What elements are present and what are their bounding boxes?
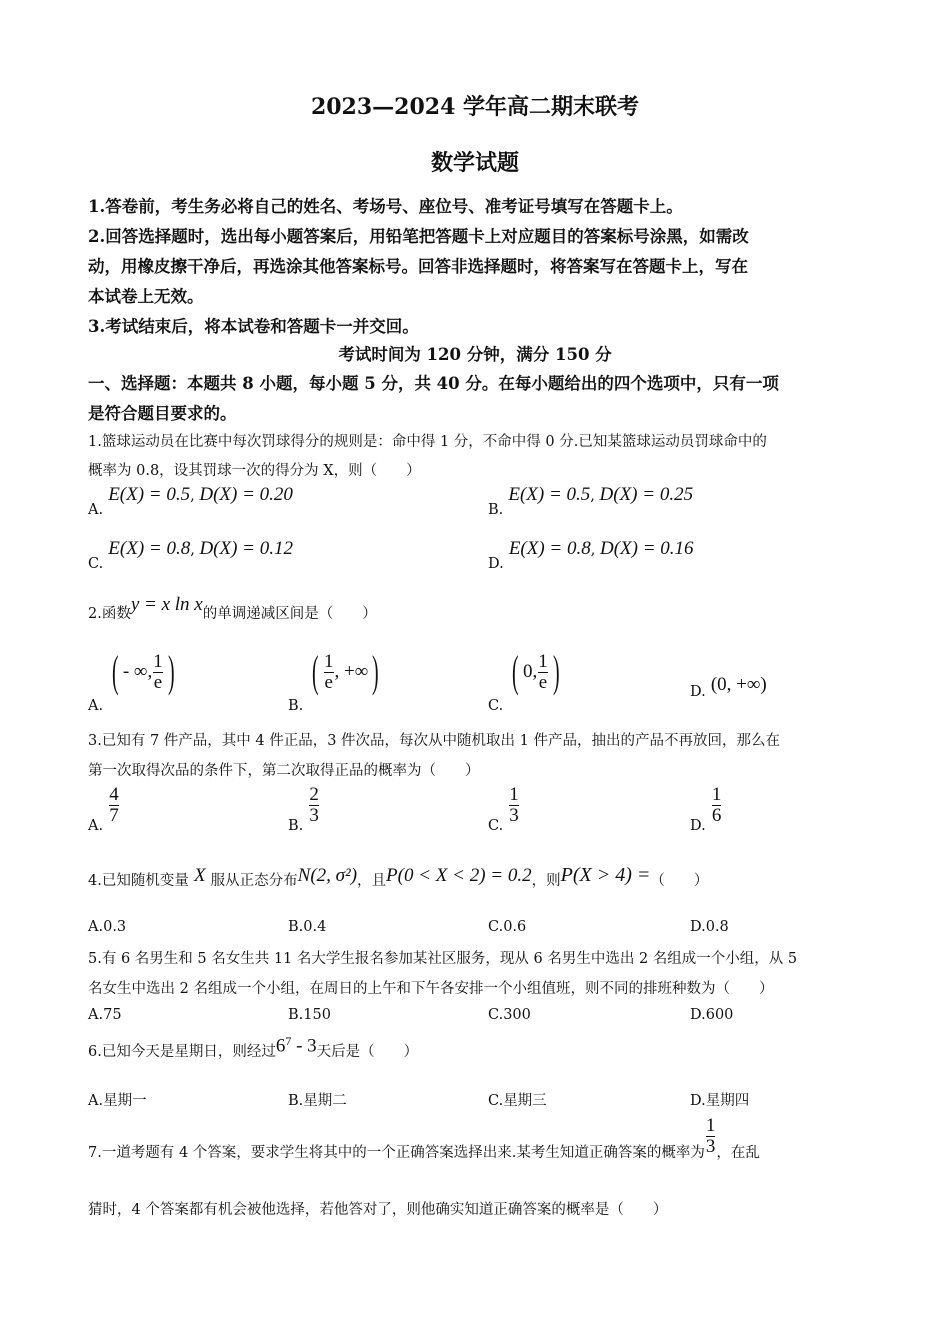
q4-option-a: A.0.3 <box>88 919 127 935</box>
page-title: 2023—2024 学年高二期末联考 <box>310 94 640 120</box>
q6-option-b: B.星期二 <box>288 1093 347 1109</box>
instruction-line: 1.答卷前，考生务必将自己的姓名、考场号、座位号、准考证号填写在答题卡上。 <box>88 197 683 216</box>
q4-option-b: B.0.4 <box>288 919 327 935</box>
option-label: B. <box>488 502 504 518</box>
question-7-stem-cont: 猜时，4 个答案都有机会被他选择，若他答对了，则他确实知道正确答案的概率是（ ） <box>88 1202 668 1218</box>
instruction-line: 本试卷上无效。 <box>88 287 204 306</box>
q1-option-a: A. E(X) = 0.5, D(X) = 0.20 <box>88 484 293 518</box>
question-1-stem: 1.篮球运动员在比赛中每次罚球得分的规则是：命中得 1 分，不命中得 0 分.已知某篮球运动员罚球命中的 <box>88 434 767 450</box>
option-label: B. <box>288 698 304 714</box>
q5-option-d: D.600 <box>690 1007 734 1023</box>
option-math: E(X) = 0.8 <box>508 538 591 559</box>
exam-info: 考试时间为 120 分钟，满分 150 分 <box>338 345 612 364</box>
q3-option-c: C. $\frac{1}{3}$ <box>488 784 519 834</box>
option-math: D(X) = 0.16 <box>599 538 694 559</box>
question-6-stem: 6.已知今天是星期日，则经过$6^7 - 3$天后是（ ） <box>88 1034 419 1061</box>
q2-option-d: D. (0, +∞) <box>690 674 767 700</box>
q4-option-d: D.0.8 <box>690 919 729 935</box>
q1-option-b: B. E(X) = 0.5, D(X) = 0.25 <box>488 484 694 518</box>
instruction-line: 2.回答选择题时，选出每小题答案后，用铅笔把答题卡上对应题目的答案标号涂黑，如需改 <box>88 227 749 246</box>
q1-option-d: D. E(X) = 0.8, D(X) = 0.16 <box>488 538 694 572</box>
option-label: B. <box>288 817 304 834</box>
option-label: C. <box>88 556 104 572</box>
q4-option-c: C.0.6 <box>488 919 527 935</box>
question-5-stem: 5.有 6 名男生和 5 名女生共 11 名大学生报名参加某社区服务，现从 6 名男生中选出 2 名组成一个小组，从 5 <box>88 951 798 967</box>
q3-option-a: A. $\frac{4}{7}$ <box>88 784 119 834</box>
question-3-stem-cont: 第一次取得次品的条件下，第二次取得正品的概率为（ ） <box>88 763 480 779</box>
option-label: D. <box>690 817 706 834</box>
option-label: A. <box>88 817 104 834</box>
question-3-stem: 3.已知有 7 件产品，其中 4 件正品，3 件次品，每次从中随机取出 1 件产品，抽出的产品不再放回，那么在 <box>88 733 780 749</box>
instruction-line: 动，用橡皮擦干净后，再选涂其他答案标号。回答非选择题时，将答案写在答题卡上，写在 <box>88 257 748 276</box>
question-5-stem-cont: 名女生中选出 2 名组成一个小组，在周日的上午和下午各安排一个小组值班，则不同的排班种数为（ ） <box>88 981 774 997</box>
option-label: C. <box>488 817 504 834</box>
q3-option-d: D. $\frac{1}{6}$ <box>690 784 722 834</box>
option-label: C. <box>488 698 504 714</box>
option-math: D(X) = 0.25 <box>599 484 694 505</box>
question-7-stem: 7.一道考题有 4 个答案，要求学生将其中的一个正确答案选择出来.某考生知道正确答案的概率为 $\frac{1}{3}$ ，在乱 <box>88 1115 760 1161</box>
q2-option-a: A. ( - ∞, $\frac{1}{e}$ ) <box>88 647 175 714</box>
question-4-stem: 4.已知随机变量 X 服从正态分布N(2, σ²)，且P(0 < X < 2) = 0.2，则P(X > 4) =（ ） <box>88 864 709 889</box>
question-2-stem: 2.函数y = x ln x的单调递减区间是（ ） <box>88 594 377 622</box>
q5-option-b: B.150 <box>288 1007 331 1023</box>
option-math: E(X) = 0.8 <box>108 538 191 559</box>
option-label: A. <box>88 698 104 714</box>
q5-option-c: C.300 <box>488 1007 531 1023</box>
q2-option-b: B. ( $\frac{1}{e}$ , +∞ ) <box>288 647 379 714</box>
q6-option-c: C.星期三 <box>488 1093 547 1109</box>
option-label: D. <box>488 556 504 572</box>
option-math: E(X) = 0.5 <box>508 484 591 505</box>
q1-option-c: C. E(X) = 0.8, D(X) = 0.12 <box>88 538 293 572</box>
q3-option-b: B. $\frac{2}{3}$ <box>288 784 319 834</box>
section-heading-cont: 是符合题目要求的。 <box>88 404 237 423</box>
q6-option-a: A.星期一 <box>88 1093 147 1109</box>
q6-option-d: D.星期四 <box>690 1093 750 1109</box>
q5-option-a: A.75 <box>88 1007 122 1023</box>
q2-option-c: C. ( 0, $\frac{1}{e}$ ) <box>488 647 560 714</box>
section-heading: 一、选择题：本题共 8 小题，每小题 5 分，共 40 分。在每小题给出的四个选项中，只有一项 <box>88 374 779 393</box>
option-math: D(X) = 0.12 <box>199 538 293 559</box>
page-subtitle: 数学试题 <box>430 150 519 176</box>
option-math: D(X) = 0.20 <box>199 484 293 505</box>
q2-formula: y = x ln x <box>130 594 203 615</box>
option-label: A. <box>88 502 104 518</box>
option-math: E(X) = 0.5 <box>108 484 191 505</box>
instruction-line: 3.考试结束后，将本试卷和答题卡一并交回。 <box>88 317 419 336</box>
option-label: D. <box>690 684 706 700</box>
question-1-stem-cont: 概率为 0.8，设其罚球一次的得分为 X，则（ ） <box>88 463 421 479</box>
